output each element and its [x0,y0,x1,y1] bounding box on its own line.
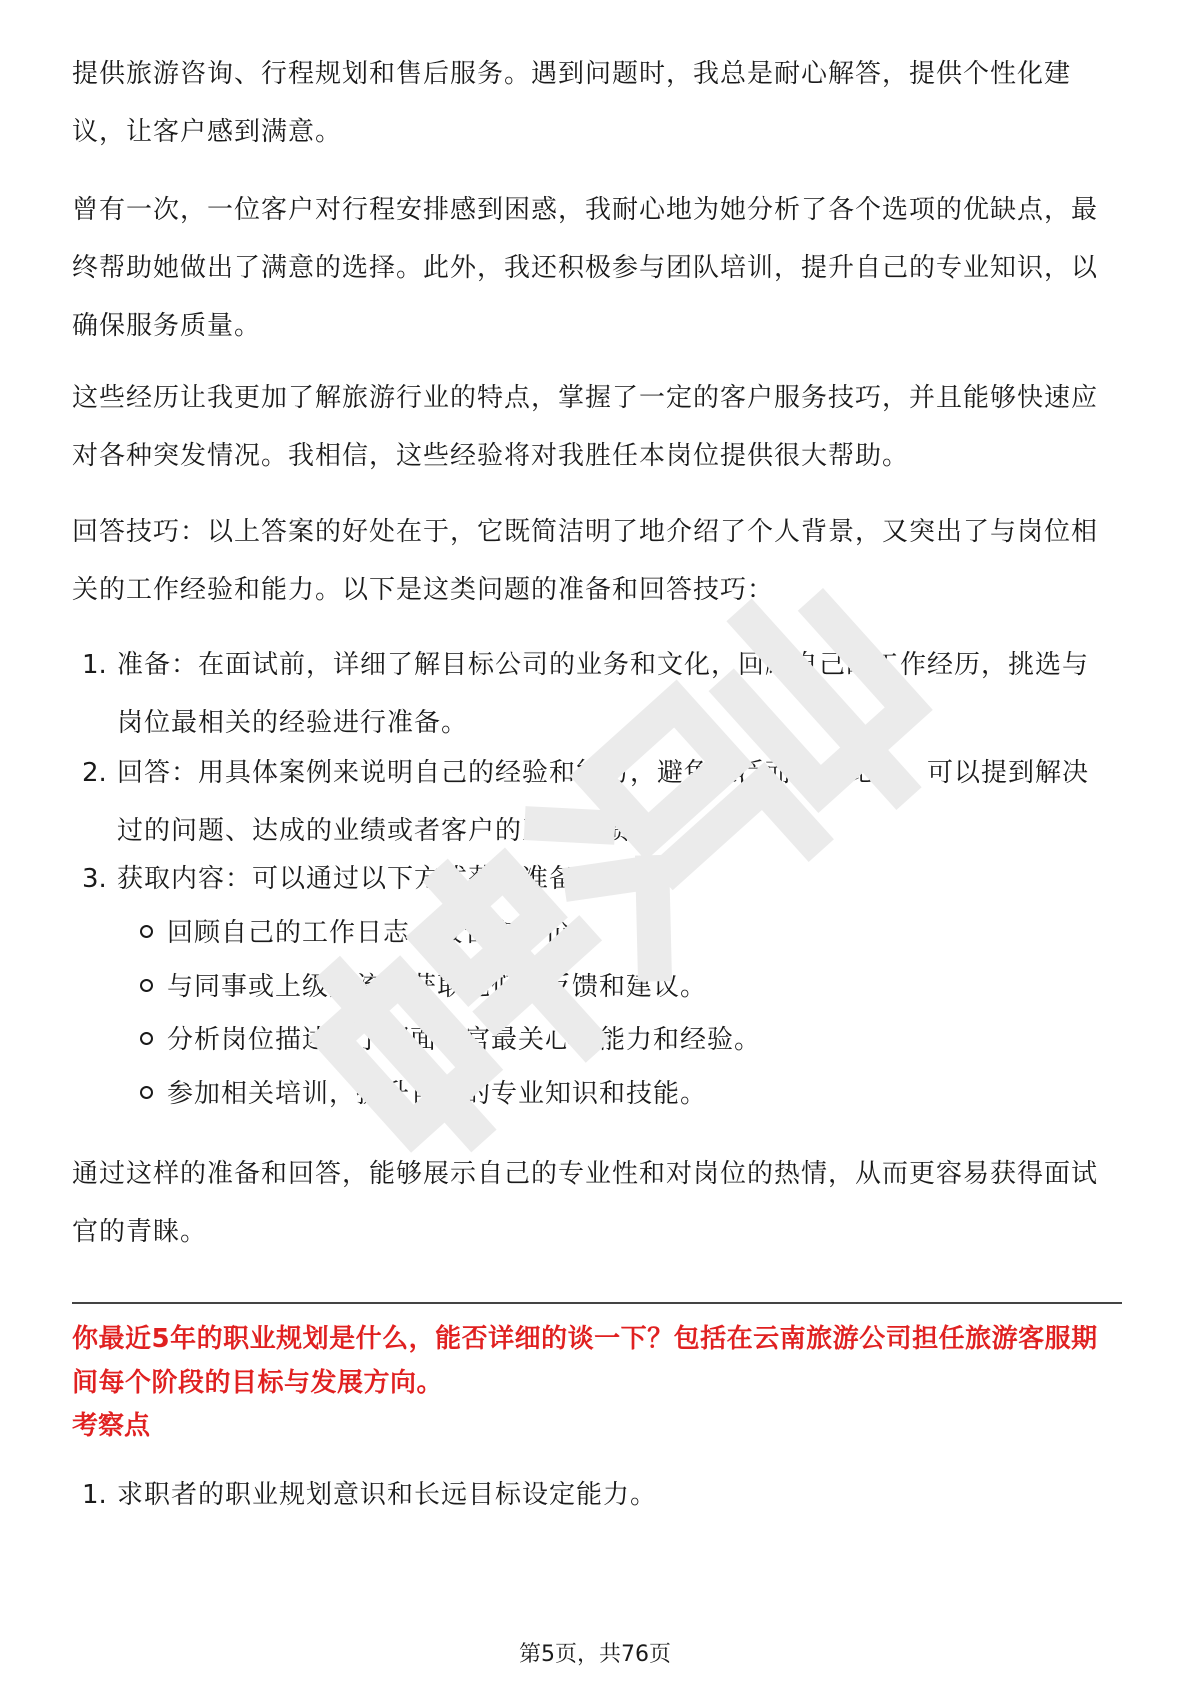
list-item: 求职者的职业规划意识和长远目标设定能力。 [117,1480,658,1510]
list-item: 回答：用具体案例来说明自己的经验和能力，避免泛泛而谈。比如，可以提到解决过的问题、达成的业绩或者客户的正面反馈。 [117,758,1090,846]
sub-bullet-item: 分析岗位描述，了解面试官最关心的能力和经验。 [140,1011,761,1069]
sub-bullet-item: 回顾自己的工作日志、报告和评价。 [140,904,599,962]
paragraph-service: 提供旅游咨询、行程规划和售后服务。遇到问题时，我总是耐心解答，提供个性化建议，让客户感到满意。 [72,59,1072,147]
section-title: 考察点 [72,1411,151,1441]
page-footer: 第5页，共76页 [519,1642,671,1667]
section-divider [72,1302,1122,1304]
sub-bullet-item: 参加相关培训，提升自己的专业知识和技能。 [140,1065,707,1123]
list-item: 准备：在面试前，详细了解目标公司的业务和文化，回顾自己的工作经历，挑选与岗位最相关的经验进行准备。 [117,650,1090,738]
sub-bullet-item: 与同事或上级交流，获取他们的反馈和建议。 [140,958,707,1016]
circle-bullet-icon [140,979,153,992]
list-item-number: 2. [82,758,107,788]
interview-question: 你最近5年的职业规划是什么，能否详细的谈一下？包括在云南旅游公司担任旅游客服期间每个阶段的目标与发展方向。 [72,1324,1098,1398]
circle-bullet-icon [140,1086,153,1099]
list-item-number: 3. [82,864,107,894]
list-item: 获取内容：可以通过以下方式获取准备内容： [117,864,658,894]
circle-bullet-icon [140,925,153,938]
circle-bullet-icon [140,1032,153,1045]
list-item-number: 1. [82,650,107,680]
paragraph-closing: 通过这样的准备和回答，能够展示自己的专业性和对岗位的热情，从而更容易获得面试官的青睐。 [72,1159,1099,1247]
paragraph-example: 曾有一次，一位客户对行程安排感到困惑，我耐心地为她分析了各个选项的优缺点，最终帮助她做出了满意的选择。此外，我还积极参与团队培训，提升自己的专业知识，以确保服务质量。 [72,195,1099,341]
paragraph-answer-tips: 回答技巧：以上答案的好处在于，它既简洁明了地介绍了个人背景，又突出了与岗位相关的工作经验和能力。以下是这类问题的准备和回答技巧： [72,517,1099,605]
list-item-number: 1. [82,1480,107,1510]
paragraph-experience: 这些经历让我更加了解旅游行业的特点，掌握了一定的客户服务技巧，并且能够快速应对各种突发情况。我相信，这些经验将对我胜任本岗位提供很大帮助。 [72,383,1099,471]
